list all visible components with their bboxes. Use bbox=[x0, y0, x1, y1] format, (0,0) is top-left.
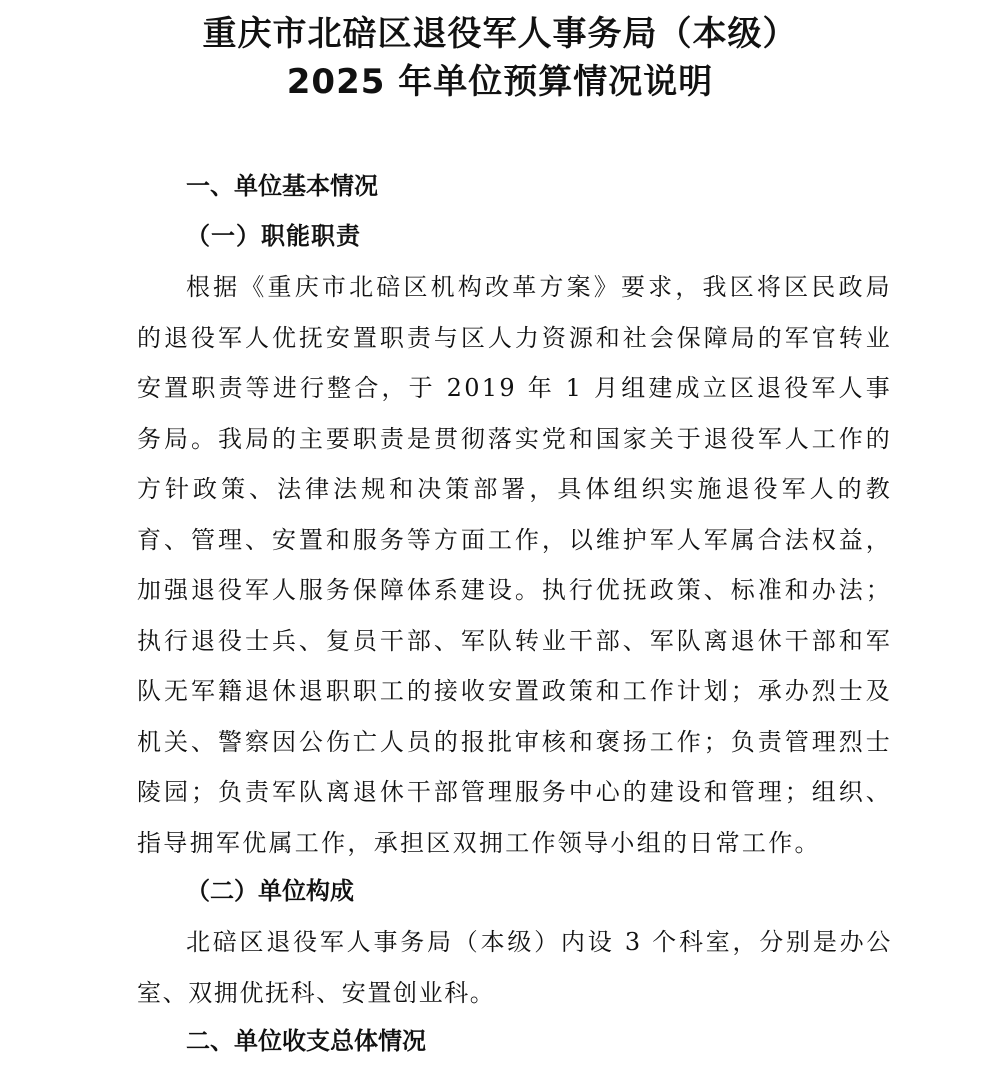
duties-paragraph: 根据《重庆市北碚区机构改革方案》要求，我区将区民政局的退役军人优抚安置职责与区人力资源和社会保障局的军官转业安置职责等进行整合，于 2019 年 1 月组建成立区退役军人事务局。我局的主要职责是贯彻落实党和国家关于退役军人工作的方针政策、法律法规和决策部署，具体组织实施退役军人的教育、管理、安置和服务等方面工作，以维护军人军属合法权益，加强退役军人服务保障体系建设。执行优抚政策、标准和办法；执行退役士兵、复员干部、军队转业干部、军队离退休干部和军队无军籍退休退职职工的接收安置政策和工作计划；承办烈士及机关、警察因公伤亡人员的报批审核和褒扬工作；负责管理烈士陵园；负责军队离退休干部管理服务中心的建设和管理；组织、指导拥军优属工作，承担区双拥工作领导小组的日常工作。 bbox=[137, 273, 892, 857]
section1-heading: 一、单位基本情况 bbox=[186, 172, 378, 200]
subsection-duties-heading: （一）职能职责 bbox=[186, 221, 361, 250]
section2-heading: 二、单位收支总体情况 bbox=[186, 1027, 426, 1055]
document-title-line2: 2025 年单位预算情况说明 bbox=[286, 62, 714, 102]
document-title-line1: 重庆市北碚区退役军人事务局（本级） bbox=[202, 14, 798, 54]
structure-paragraph: 北碚区退役军人事务局（本级）内设 3 个科室，分别是办公室、双拥优抚科、安置创业科。 bbox=[137, 928, 892, 1007]
subsection-structure-heading: （二）单位构成 bbox=[186, 877, 354, 905]
